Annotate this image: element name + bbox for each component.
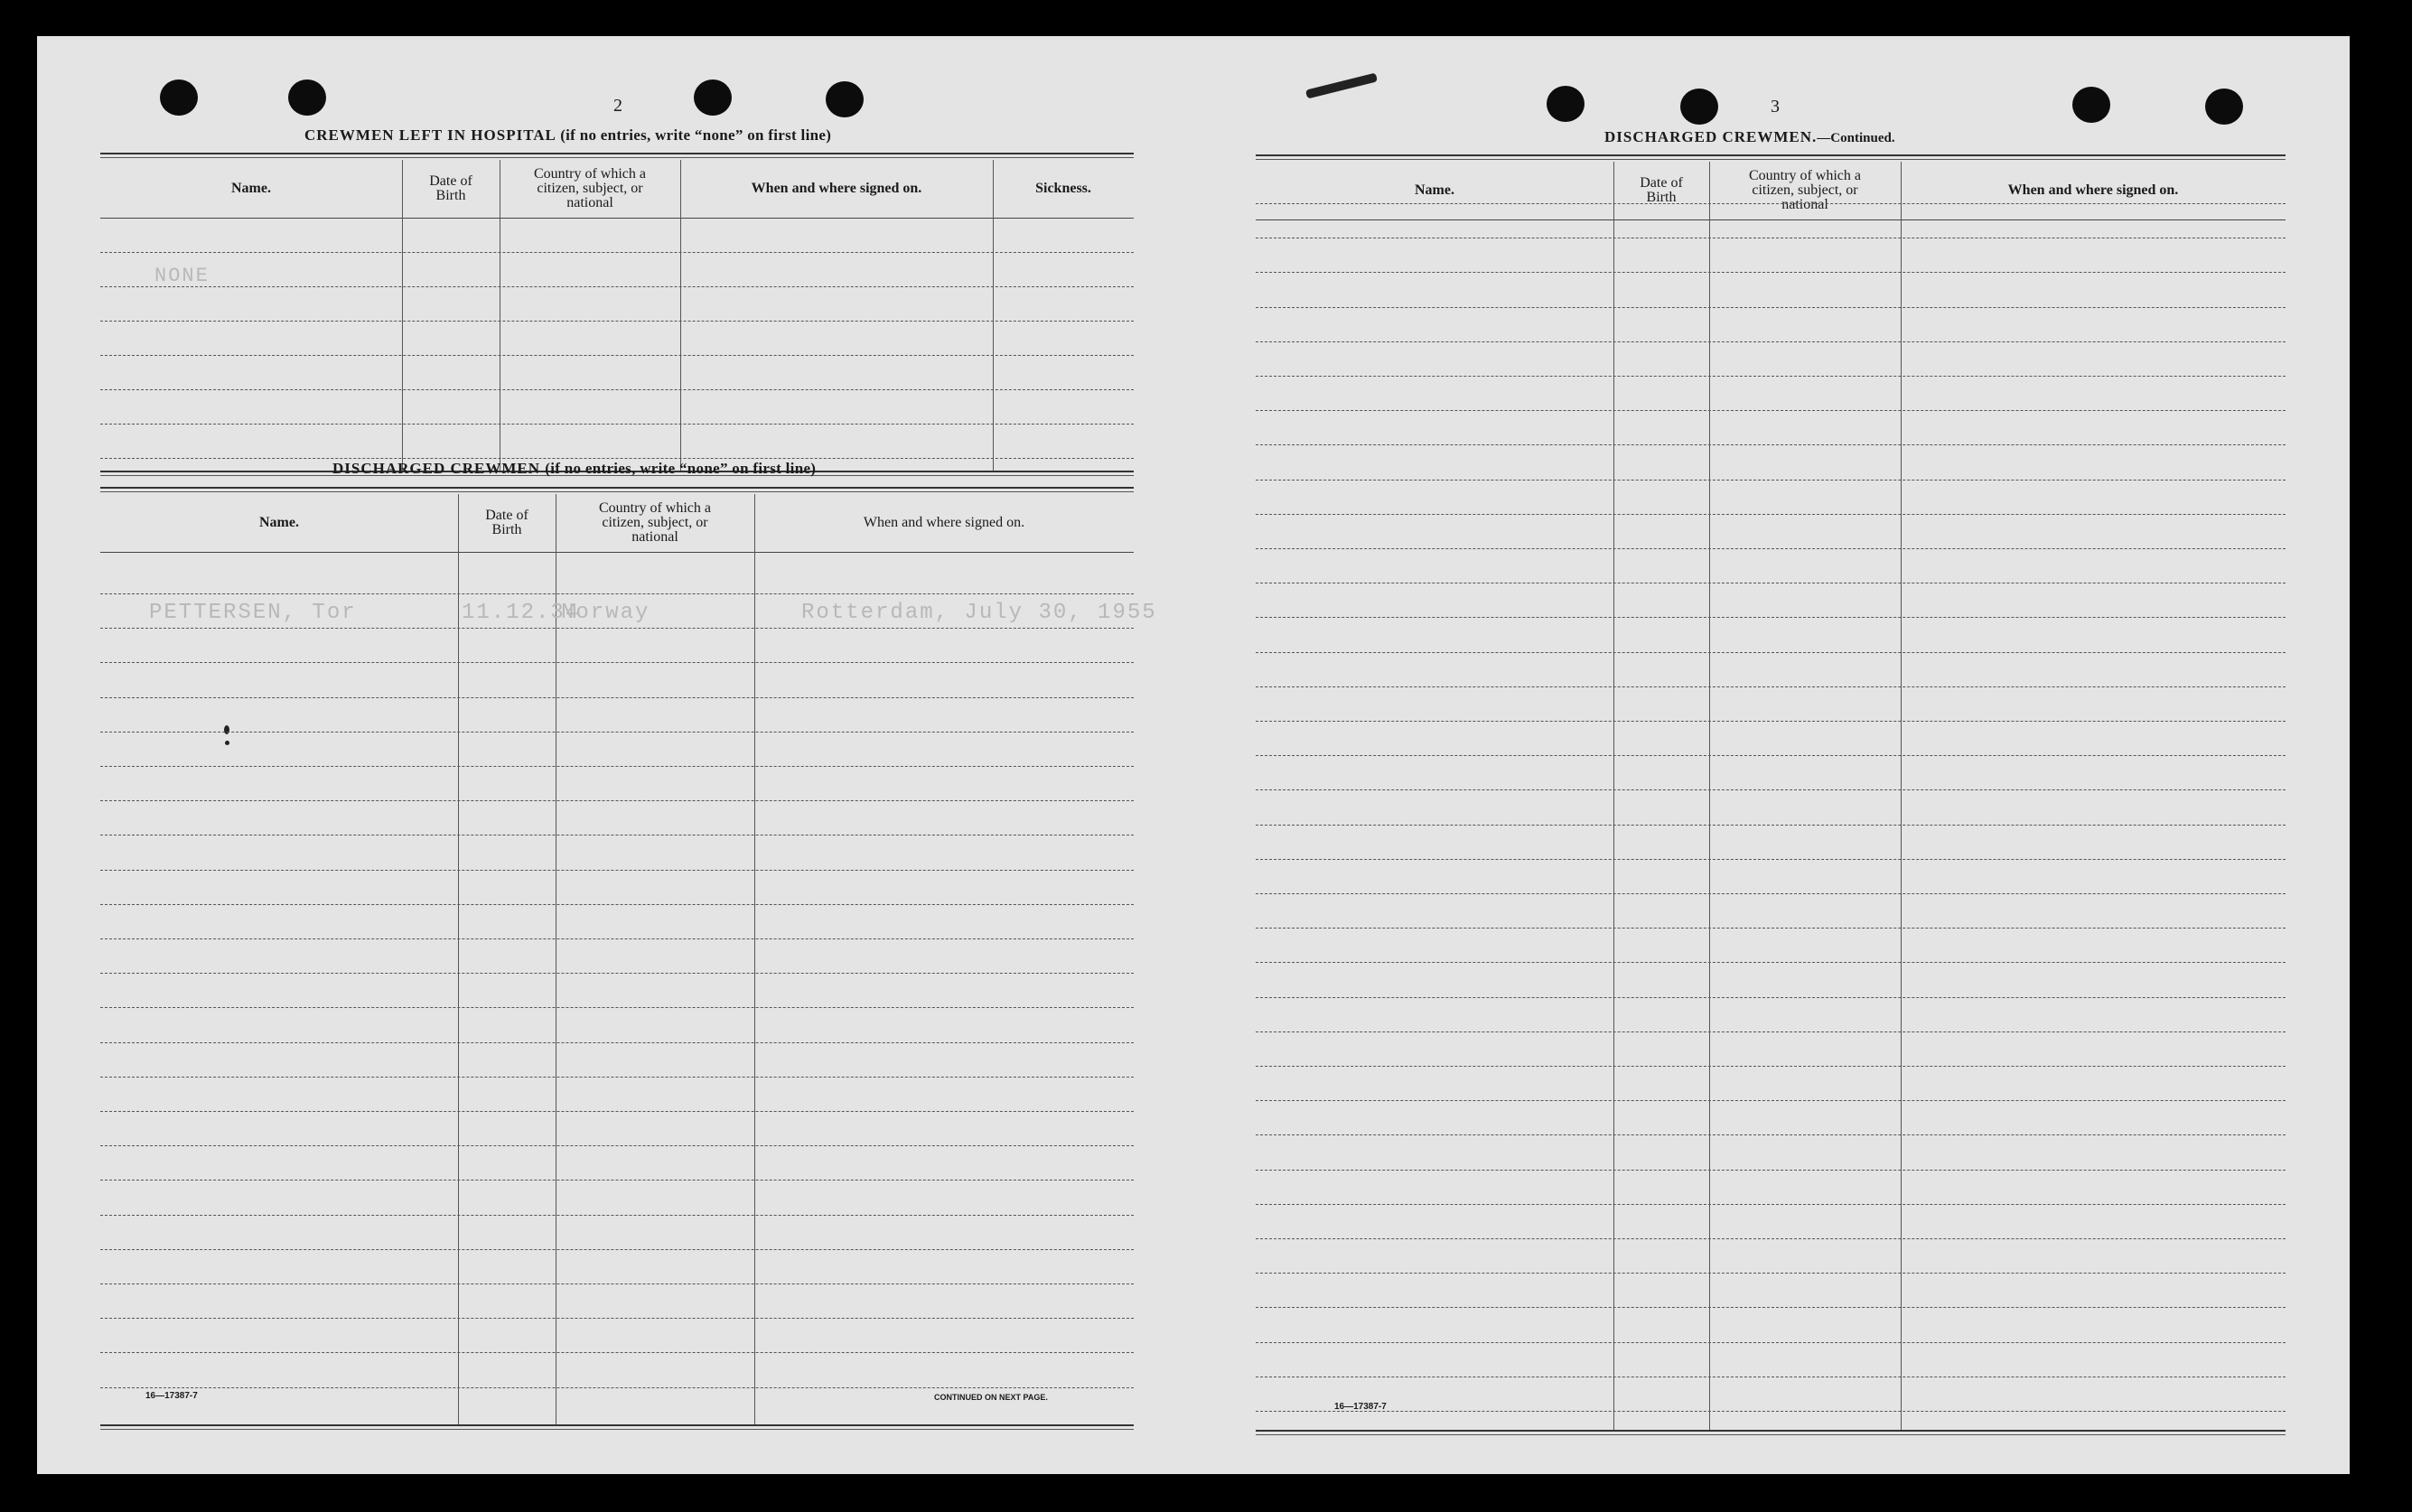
col-divider: [754, 494, 755, 1424]
form-number: 16—17387-7: [1334, 1402, 1387, 1412]
ruled-line: [100, 904, 1134, 905]
ruled-line: [1256, 928, 2286, 929]
ruled-line: [100, 628, 1134, 629]
ruled-line: [100, 389, 1134, 390]
ruled-line: [1256, 721, 2286, 722]
right-header-row: [1256, 162, 2286, 220]
discharged-header-row: [100, 494, 1134, 553]
crew-name: PETTERSEN, Tor: [149, 601, 357, 625]
ruled-line: [100, 1007, 1134, 1008]
discharged-col-country: Country of which a citizen, subject, or national: [599, 500, 711, 545]
ruled-line: [100, 732, 1134, 733]
form-number: 16—17387-7: [145, 1391, 198, 1401]
col-divider: [1613, 162, 1614, 1430]
ruled-line: [1256, 1411, 2286, 1412]
ruled-line: [1256, 272, 2286, 273]
discharged-col-signed-on: When and where signed on.: [863, 515, 1025, 530]
ruled-line: [1256, 307, 2286, 308]
discharged-note: (if no entries, write “none” on first line): [545, 460, 817, 477]
right-top-rule: [1256, 154, 2286, 160]
discharged-col-dob: Date of Birth: [485, 508, 528, 537]
hospital-col-sickness: Sickness.: [1035, 181, 1091, 196]
ruled-line: [100, 697, 1134, 698]
col-divider: [1901, 162, 1902, 1430]
ruled-line: [1256, 1307, 2286, 1308]
ruled-line: [1256, 514, 2286, 515]
discharged-continued-table: [1256, 162, 2286, 1430]
ruled-line: [1256, 1100, 2286, 1101]
ruled-line: [100, 1249, 1134, 1250]
crew-country: Norway: [561, 601, 650, 625]
document-sheet: [37, 36, 2350, 1474]
ruled-line: [1256, 444, 2286, 445]
ruled-line: [100, 286, 1134, 287]
ruled-line: [1256, 825, 2286, 826]
ruled-line: [1256, 548, 2286, 549]
hospital-table: [100, 160, 1134, 471]
ruled-line: [100, 662, 1134, 663]
ruled-line: [100, 766, 1134, 767]
right-bottom-rule: [1256, 1430, 2286, 1435]
ruled-line: [1256, 341, 2286, 342]
hospital-header-row: [100, 160, 1134, 219]
ruled-line: [1256, 203, 2286, 204]
ruled-line: [100, 1318, 1134, 1319]
right-col-country: Country of which a citizen, subject, or national: [1749, 168, 1861, 212]
hospital-entry-none: NONE: [154, 265, 210, 287]
col-divider: [1709, 162, 1710, 1430]
discharged-continued-suffix: —Continued.: [1817, 131, 1895, 145]
page-number: 3: [1771, 97, 1780, 117]
continued-note: CONTINUED ON NEXT PAGE.: [934, 1393, 1048, 1402]
ruled-line: [1256, 1273, 2286, 1274]
right-col-name: Name.: [1415, 182, 1454, 198]
ruled-line: [1256, 1204, 2286, 1205]
ruled-line: [1256, 1170, 2286, 1171]
ruled-line: [100, 355, 1134, 356]
hospital-col-dob: Date of Birth: [429, 173, 472, 203]
discharged-col-name: Name.: [259, 515, 299, 530]
discharged-continued-title: [1604, 128, 1895, 146]
hospital-section-title: [304, 126, 831, 145]
left-page: [37, 36, 1193, 1474]
ruled-line: [1256, 1031, 2286, 1032]
ruled-line: [100, 424, 1134, 425]
ruled-line: [1256, 997, 2286, 998]
ruled-line: [1256, 1238, 2286, 1239]
ruled-line: [100, 1352, 1134, 1353]
ruled-line: [1256, 789, 2286, 790]
right-page: [1193, 36, 2350, 1474]
ruled-line: [100, 1111, 1134, 1112]
ruled-line: [100, 458, 1134, 459]
ruled-line: [100, 973, 1134, 974]
right-col-dob: Date of Birth: [1640, 175, 1683, 205]
ruled-line: [100, 938, 1134, 939]
ruled-line: [100, 800, 1134, 801]
ruled-line: [1256, 617, 2286, 618]
page-number: 2: [613, 96, 622, 116]
ruled-line: [1256, 1134, 2286, 1135]
ruled-line: [100, 1145, 1134, 1146]
ruled-line: [1256, 893, 2286, 894]
ruled-line: [1256, 652, 2286, 653]
right-col-signed-on: When and where signed on.: [2007, 182, 2179, 198]
ruled-line: [100, 1042, 1134, 1043]
discharged-bottom-rule: [100, 1424, 1134, 1430]
ruled-line: [100, 1387, 1134, 1388]
crew-signed-on: Rotterdam, July 30, 1955: [801, 601, 1157, 625]
ruled-line: [100, 1283, 1134, 1284]
ruled-line: [1256, 410, 2286, 411]
ruled-line: [100, 1180, 1134, 1181]
ruled-line: [1256, 755, 2286, 756]
discharged-title: DISCHARGED CREWMEN: [332, 460, 541, 477]
hospital-col-signed-on: When and where signed on.: [751, 181, 922, 196]
ruled-line: [1256, 962, 2286, 963]
ruled-line: [100, 252, 1134, 253]
col-divider: [458, 494, 459, 1424]
ruled-line: [1256, 480, 2286, 481]
ruled-line: [1256, 686, 2286, 687]
ruled-line: [100, 321, 1134, 322]
ruled-line: [100, 1215, 1134, 1216]
hospital-title: CREWMEN LEFT IN HOSPITAL: [304, 126, 556, 144]
hospital-note: (if no entries, write “none” on first line): [560, 126, 832, 144]
hospital-col-name: Name.: [231, 181, 271, 196]
ruled-line: [100, 593, 1134, 594]
ruled-line: [1256, 859, 2286, 860]
discharged-top-rule: [100, 487, 1134, 492]
discharged-table: [100, 494, 1157, 1424]
ruled-line: [1256, 376, 2286, 377]
ruled-line: [100, 870, 1134, 871]
hospital-col-country: Country of which a citizen, subject, or national: [534, 166, 646, 210]
hospital-top-rule: [100, 153, 1134, 158]
crew-dob: 11.12.34: [462, 601, 581, 625]
discharged-continued-main: DISCHARGED CREWMEN.: [1604, 128, 1818, 145]
ruled-line: [1256, 1342, 2286, 1343]
discharged-section-title: [332, 460, 816, 478]
ruled-line: [100, 1077, 1134, 1078]
ruled-line: [1256, 1066, 2286, 1067]
